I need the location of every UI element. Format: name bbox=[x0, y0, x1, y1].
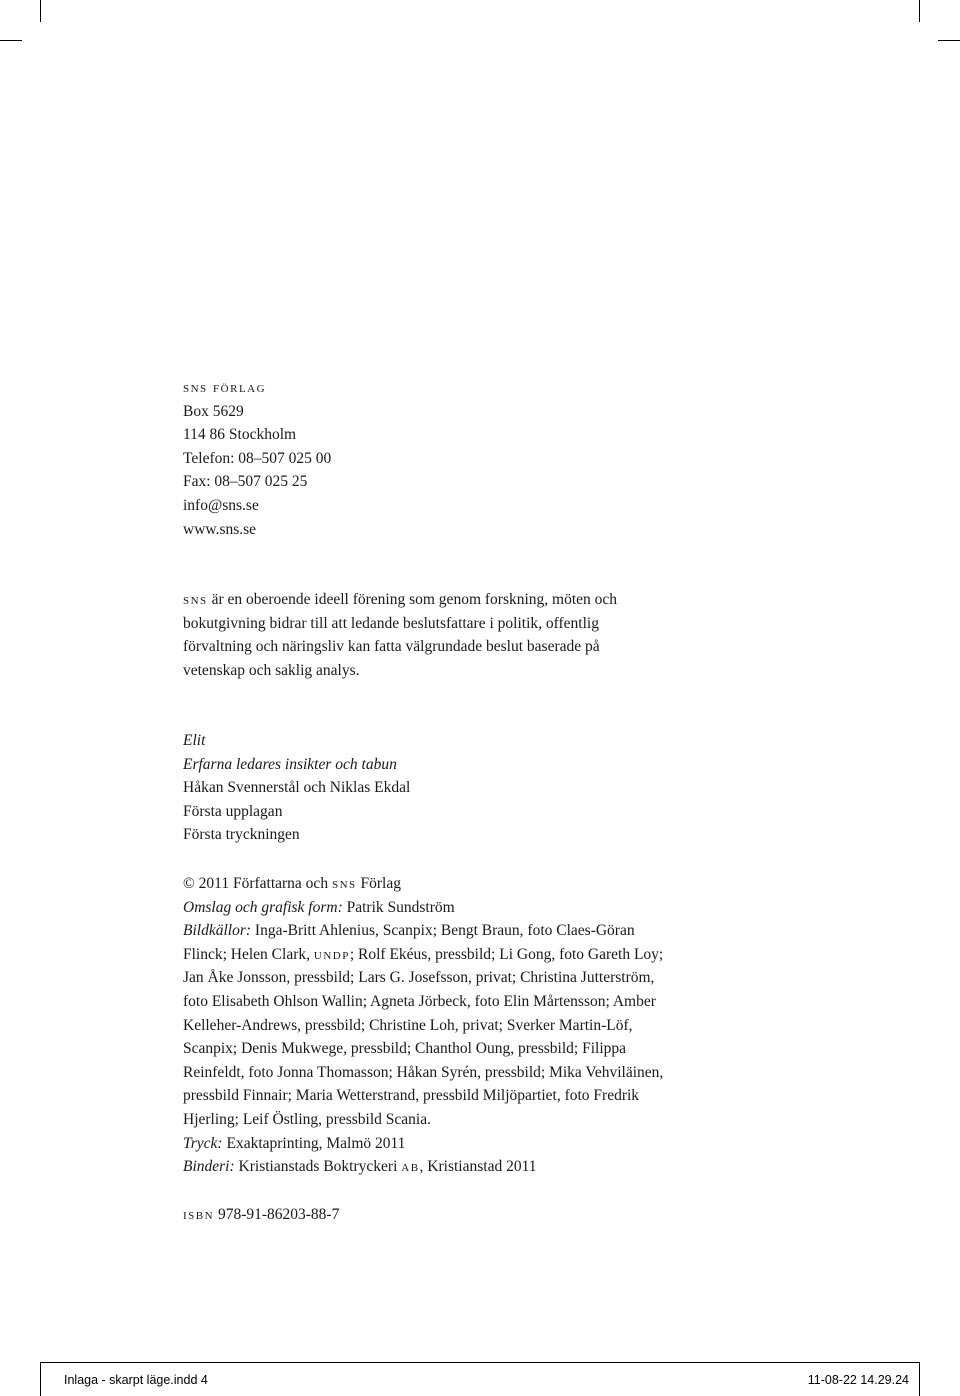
description-line: förvaltning och näringsliv kan fatta välgrundade beslut baserade på bbox=[183, 638, 600, 656]
publisher-name: sns förlag bbox=[183, 379, 267, 396]
description-line: bokutgivning bidrar till att ledande beslutsfattare i politik, offentlig bbox=[183, 614, 599, 632]
image-credit-text: Inga-Britt Ahlenius, Scanpix; Bengt Braun, foto Claes-Göran bbox=[251, 922, 635, 940]
book-subtitle: Erfarna ledares insikter och tabun bbox=[183, 755, 397, 773]
copyright-line bbox=[183, 872, 663, 896]
image-credit-text: Flinck; Helen Clark, bbox=[183, 945, 314, 963]
slug-timestamp: 11-08-22 14.29.24 bbox=[807, 1373, 909, 1387]
fax-line: Fax: 08–507 025 25 bbox=[183, 473, 308, 491]
binding-credit-label: Binderi: bbox=[183, 1158, 235, 1176]
image-credit-line: Jan Åke Jonsson, pressbild; Lars G. Josefsson, privat; Christina Jutterström, bbox=[183, 969, 655, 987]
book-title: Elit bbox=[183, 732, 206, 749]
description-line bbox=[183, 588, 617, 612]
address-line: 114 86 Stockholm bbox=[183, 426, 297, 444]
binding-credit-value: , Kristianstad 2011 bbox=[419, 1158, 537, 1176]
slug-filename: Inlaga - skarpt läge.indd 4 bbox=[64, 1373, 208, 1387]
email-line: info@sns.se bbox=[183, 496, 259, 514]
crop-mark-top-left bbox=[40, 0, 41, 22]
binding-credit-value: Kristianstads Boktryckeri bbox=[234, 1158, 402, 1176]
print-slug bbox=[40, 1362, 920, 1396]
print-credit-value: Exaktaprinting, Malmö 2011 bbox=[222, 1134, 406, 1152]
isbn-label: isbn bbox=[183, 1206, 215, 1223]
print-credit-line bbox=[183, 1132, 663, 1156]
crop-mark-top-right-horizontal bbox=[938, 40, 960, 41]
crop-mark-top-left-horizontal bbox=[0, 40, 22, 41]
isbn-value: 978-91-86203-88-7 bbox=[214, 1206, 340, 1223]
copyright-text: Förlag bbox=[356, 875, 401, 892]
description-text: är en oberoende ideell förening som genom forskning, möten och bbox=[207, 591, 618, 608]
image-credit-line: foto Elisabeth Ohlson Wallin; Agneta Jörbeck, foto Elin Mårtensson; Amber bbox=[183, 992, 656, 1010]
binding-credit-line bbox=[183, 1155, 663, 1179]
description-block bbox=[183, 588, 617, 682]
book-authors: Håkan Svennerstål och Niklas Ekdal bbox=[183, 779, 411, 797]
cover-credit-line bbox=[183, 896, 663, 920]
image-credit-label: Bildkällor: bbox=[183, 922, 252, 940]
image-credit-line: Kelleher-Andrews, pressbild; Christine Loh, privat; Sverker Martin-Löf, bbox=[183, 1016, 633, 1034]
image-credit-line: Reinfeldt, foto Jonna Thomasson; Håkan Syrén, pressbild; Mika Vehviläinen, bbox=[183, 1063, 664, 1081]
address-line: Box 5629 bbox=[183, 402, 244, 420]
crop-mark-top-right bbox=[919, 0, 920, 22]
ab-abbr: ab bbox=[401, 1158, 420, 1176]
isbn-line bbox=[183, 1203, 339, 1227]
book-block bbox=[183, 729, 410, 847]
website-line: www.sns.se bbox=[183, 520, 257, 538]
isbn-block bbox=[183, 1203, 339, 1227]
publisher-block bbox=[183, 376, 331, 541]
undp-abbr: undp bbox=[313, 945, 350, 963]
cover-credit-value: Patrik Sundström bbox=[342, 898, 455, 916]
print-credit-label: Tryck: bbox=[183, 1134, 223, 1152]
credits-block bbox=[183, 872, 663, 1179]
phone-line: Telefon: 08–507 025 00 bbox=[183, 449, 332, 467]
book-edition: Första upplagan bbox=[183, 802, 283, 820]
image-credit-text: ; Rolf Ekéus, pressbild; Li Gong, foto Gareth Loy; bbox=[349, 945, 664, 963]
image-credit-line bbox=[183, 943, 663, 967]
image-credit-line: Hjerling; Leif Östling, pressbild Scania. bbox=[183, 1110, 431, 1128]
copyright-text: © 2011 Författarna och bbox=[183, 875, 332, 892]
image-credit-line: pressbild Finnair; Maria Wetterstrand, pressbild Miljöpartiet, foto Fredrik bbox=[183, 1087, 640, 1105]
image-credit-line: Scanpix; Denis Mukwege, pressbild; Chanthol Oung, pressbild; Filippa bbox=[183, 1040, 627, 1058]
sns-abbr: sns bbox=[331, 875, 357, 892]
sns-abbr: sns bbox=[183, 591, 208, 608]
image-credit-line bbox=[183, 919, 663, 943]
description-line: vetenskap och saklig analys. bbox=[183, 661, 360, 679]
book-printing: Första tryckningen bbox=[183, 826, 300, 844]
cover-credit-label: Omslag och grafisk form: bbox=[183, 898, 343, 916]
